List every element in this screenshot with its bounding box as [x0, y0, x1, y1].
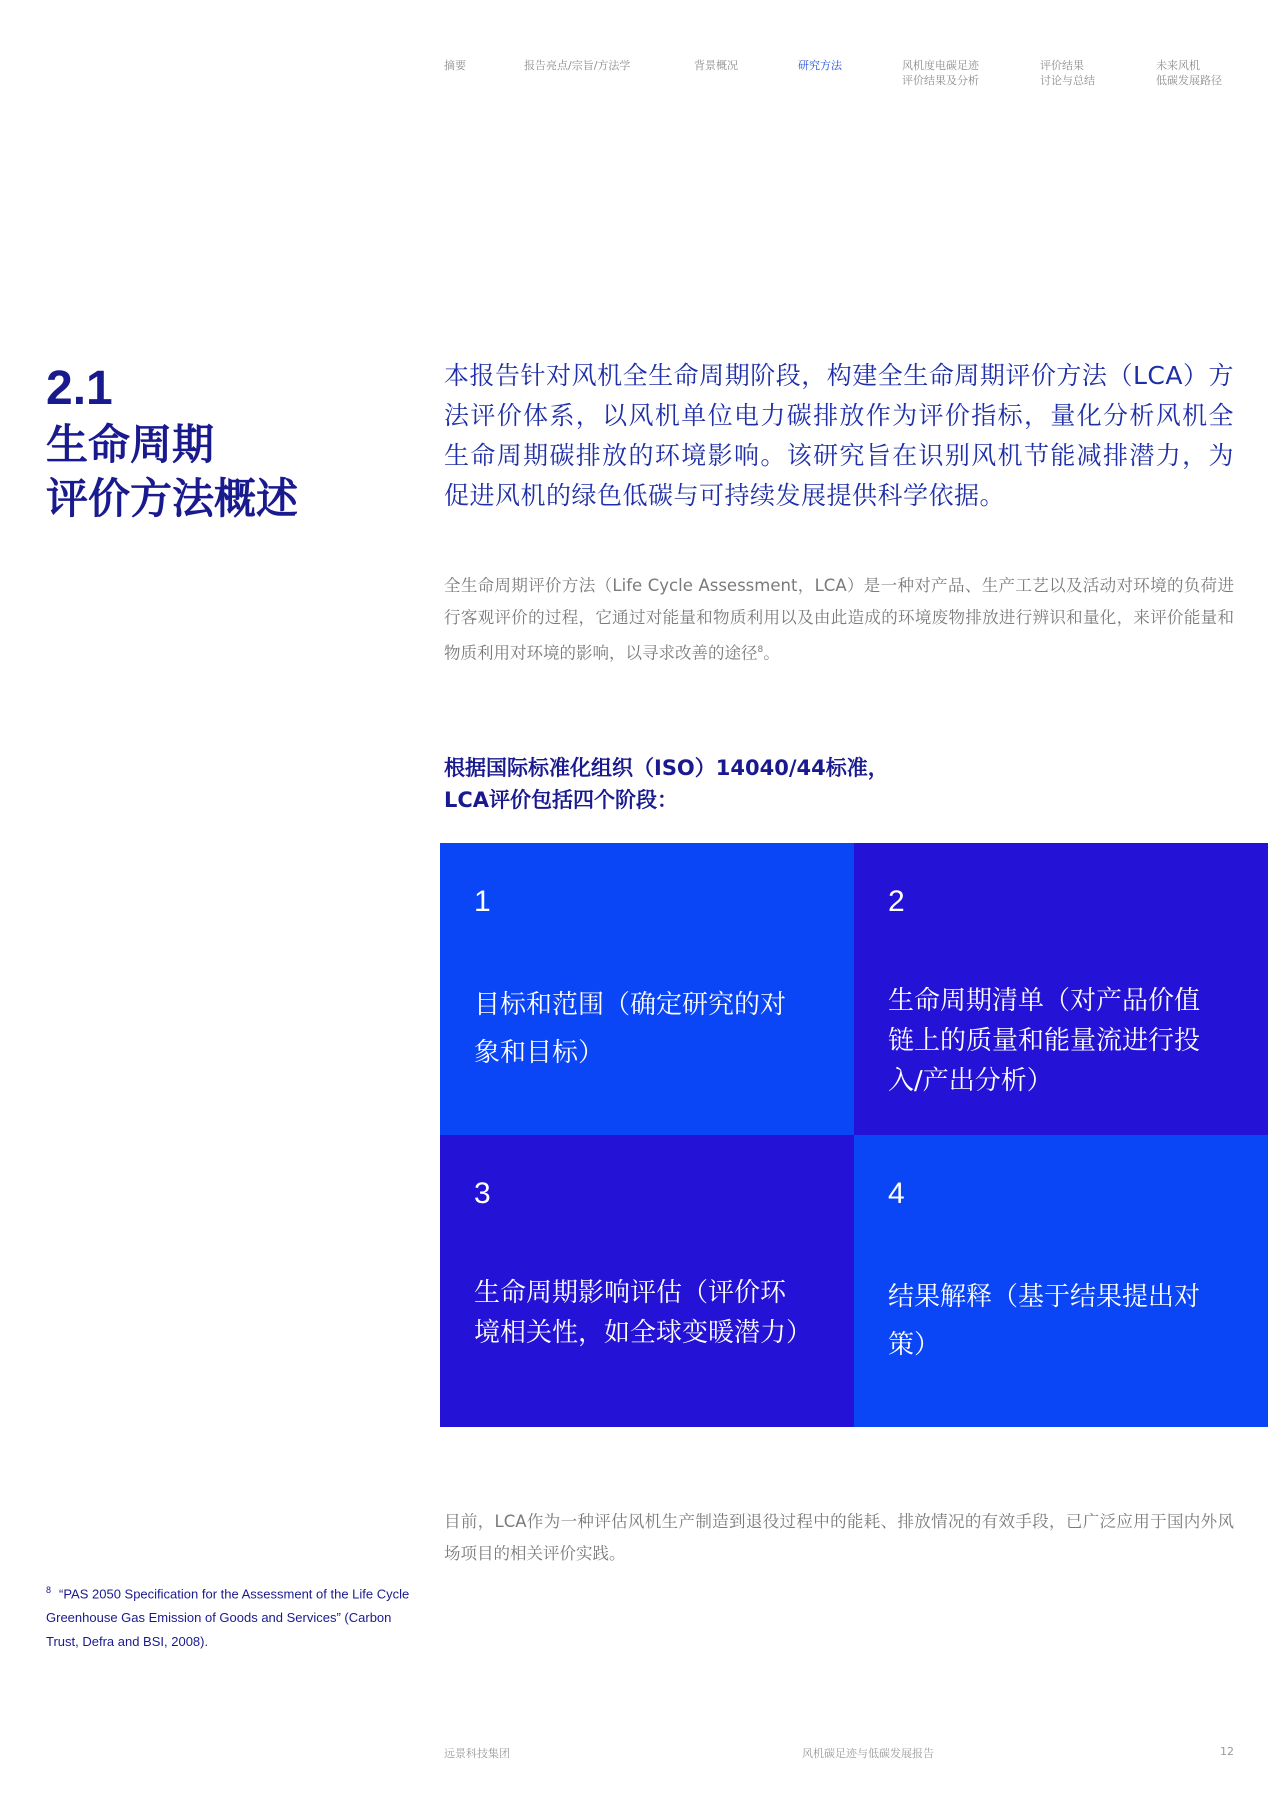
stage-card-4 [854, 1135, 1268, 1427]
stage-number: 1 [474, 885, 491, 918]
footer-company: 远景科技集团 [444, 1747, 510, 1760]
stage-description: 结果解释（基于结果提出对策） [888, 1282, 1201, 1360]
stage-description: 目标和范围（确定研究的对象和目标） [474, 990, 787, 1068]
lead-paragraph: 本报告针对风机全生命周期阶段，构建全生命周期评价方法（LCA）方法评价体系，以风机单位电力碳排放作为评价指标，量化分析风机全生命周期碳排放的环境影响。该研究旨在识别风机节能减排潜力，为促进风机的绿色低碳与可持续发展提供科学依据。 [444, 361, 1234, 510]
stage-number: 4 [888, 1177, 905, 1210]
nav-item-carbon-footprint-results[interactable]: 风机度电碳足迹 评价结果及分析 [902, 59, 979, 87]
lca-stages-grid [440, 843, 1268, 1427]
stage-number: 3 [474, 1177, 491, 1210]
nav-item-summary[interactable]: 摘要 [444, 59, 466, 72]
stage-description: 生命周期清单（对产品价值链上的质量和能量流进行投入/产出分析） [888, 986, 1201, 1096]
intro-text: 全生命周期评价方法（Life Cycle Assessment，LCA）是一种对产品、生产工艺以及活动对环境的负荷进行客观评价的过程，它通过对能量和物质利用以及由此造成的环境废物排放进行辨识和量化，来评价能量和物质利用对环境的影响，以寻求改善的途径 [444, 576, 1234, 663]
stages-heading: 根据国际标准化组织（ISO）14040/44标准， LCA评价包括四个阶段： [444, 756, 889, 812]
footnote-reference: 8 [757, 645, 764, 655]
nav-item-background[interactable]: 背景概况 [694, 59, 738, 72]
top-navigation [0, 58, 1280, 98]
intro-paragraph [444, 570, 1234, 670]
section-title [46, 362, 298, 526]
stage-card-1 [440, 843, 854, 1135]
conclusion-paragraph: 目前，LCA作为一种评估风机生产制造到退役过程中的能耗、排放情况的有效手段，已广泛应用于国内外风场项目的相关评价实践。 [444, 1512, 1234, 1563]
nav-item-research-method[interactable]: 研究方法 [798, 59, 842, 72]
nav-item-future-path[interactable]: 未来风机 低碳发展路径 [1156, 59, 1222, 87]
footnote [46, 1578, 416, 1654]
footer-report-title: 风机碳足迹与低碳发展报告 [802, 1747, 934, 1760]
page-number: 12 [1220, 1745, 1234, 1758]
footnote-text: “PAS 2050 Specification for the Assessment of the Life Cycle Greenhouse Gas Emission of Goods and Services” (Carbon Trust, Defra and BSI, 2008). [46, 1586, 410, 1650]
stage-description: 生命周期影响评估（评价环境相关性，如全球变暖潜力） [474, 1278, 813, 1348]
footnote-mark: 8 [46, 1585, 52, 1595]
stage-number: 2 [888, 885, 905, 918]
stage-card-3 [440, 1135, 854, 1427]
stage-card-2 [854, 843, 1268, 1135]
nav-item-highlights[interactable]: 报告亮点/宗旨/方法学 [524, 59, 631, 72]
nav-item-discussion[interactable]: 评价结果 讨论与总结 [1040, 59, 1095, 87]
intro-end: 。 [763, 643, 780, 663]
section-heading: 生命周期 评价方法概述 [46, 420, 299, 523]
section-number: 2.1 [46, 362, 113, 415]
